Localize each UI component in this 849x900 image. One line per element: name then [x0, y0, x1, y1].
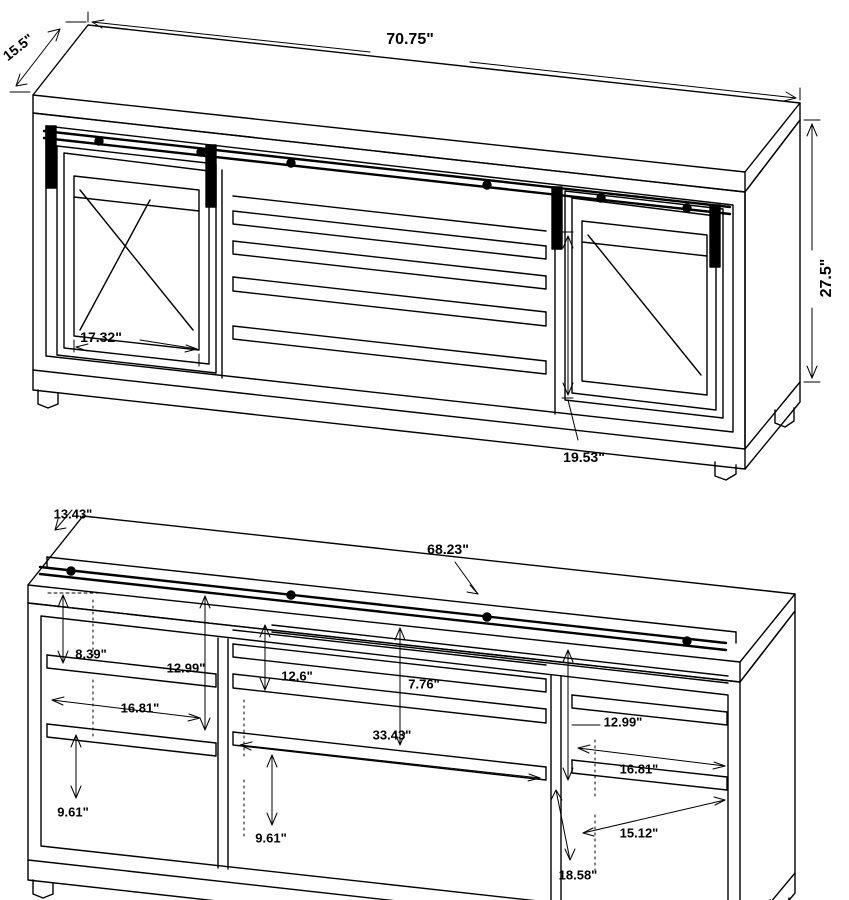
dim-interior-total-width: 68.23" [427, 541, 469, 557]
dim-overall-depth: 15.5" [0, 30, 37, 64]
dim-overall-height: 27.5" [818, 258, 835, 298]
dim-center-shelf-clearance: 7.76" [408, 676, 440, 692]
dim-right-door-height: 19.53" [563, 449, 605, 465]
top-view-cabinet-body [33, 25, 800, 480]
top-view-interior [222, 170, 555, 414]
dim-overall-width: 70.75" [386, 31, 434, 48]
dim-center-shelf-width: 33.43" [372, 727, 412, 743]
dim-top-shelf-depth: 13.43" [53, 506, 93, 522]
dim-left-upper-shelf-height: 8.39" [75, 646, 107, 662]
dim-right-lower-depth: 15.12" [619, 825, 659, 841]
dim-center-upper-height: 12.6" [281, 668, 313, 684]
dim-left-lower-height: 9.61" [57, 804, 89, 820]
top-view-right-door [565, 191, 723, 418]
dim-right-shelf-width: 16.81" [619, 761, 659, 777]
dim-left-door-width: 17.32" [80, 329, 122, 345]
dim-center-lower-height: 9.61" [255, 830, 287, 846]
top-view-door-rail [44, 126, 730, 267]
dim-right-compartment-height: 12.99" [603, 714, 643, 730]
bottom-view-dimension-lines [48, 506, 725, 870]
dim-left-shelf-width: 16.81" [120, 700, 160, 716]
dim-right-lower-height: 18.58" [558, 867, 598, 883]
dim-left-compartment-height: 12.99" [166, 660, 206, 676]
top-view-dimension-lines [10, 12, 820, 440]
